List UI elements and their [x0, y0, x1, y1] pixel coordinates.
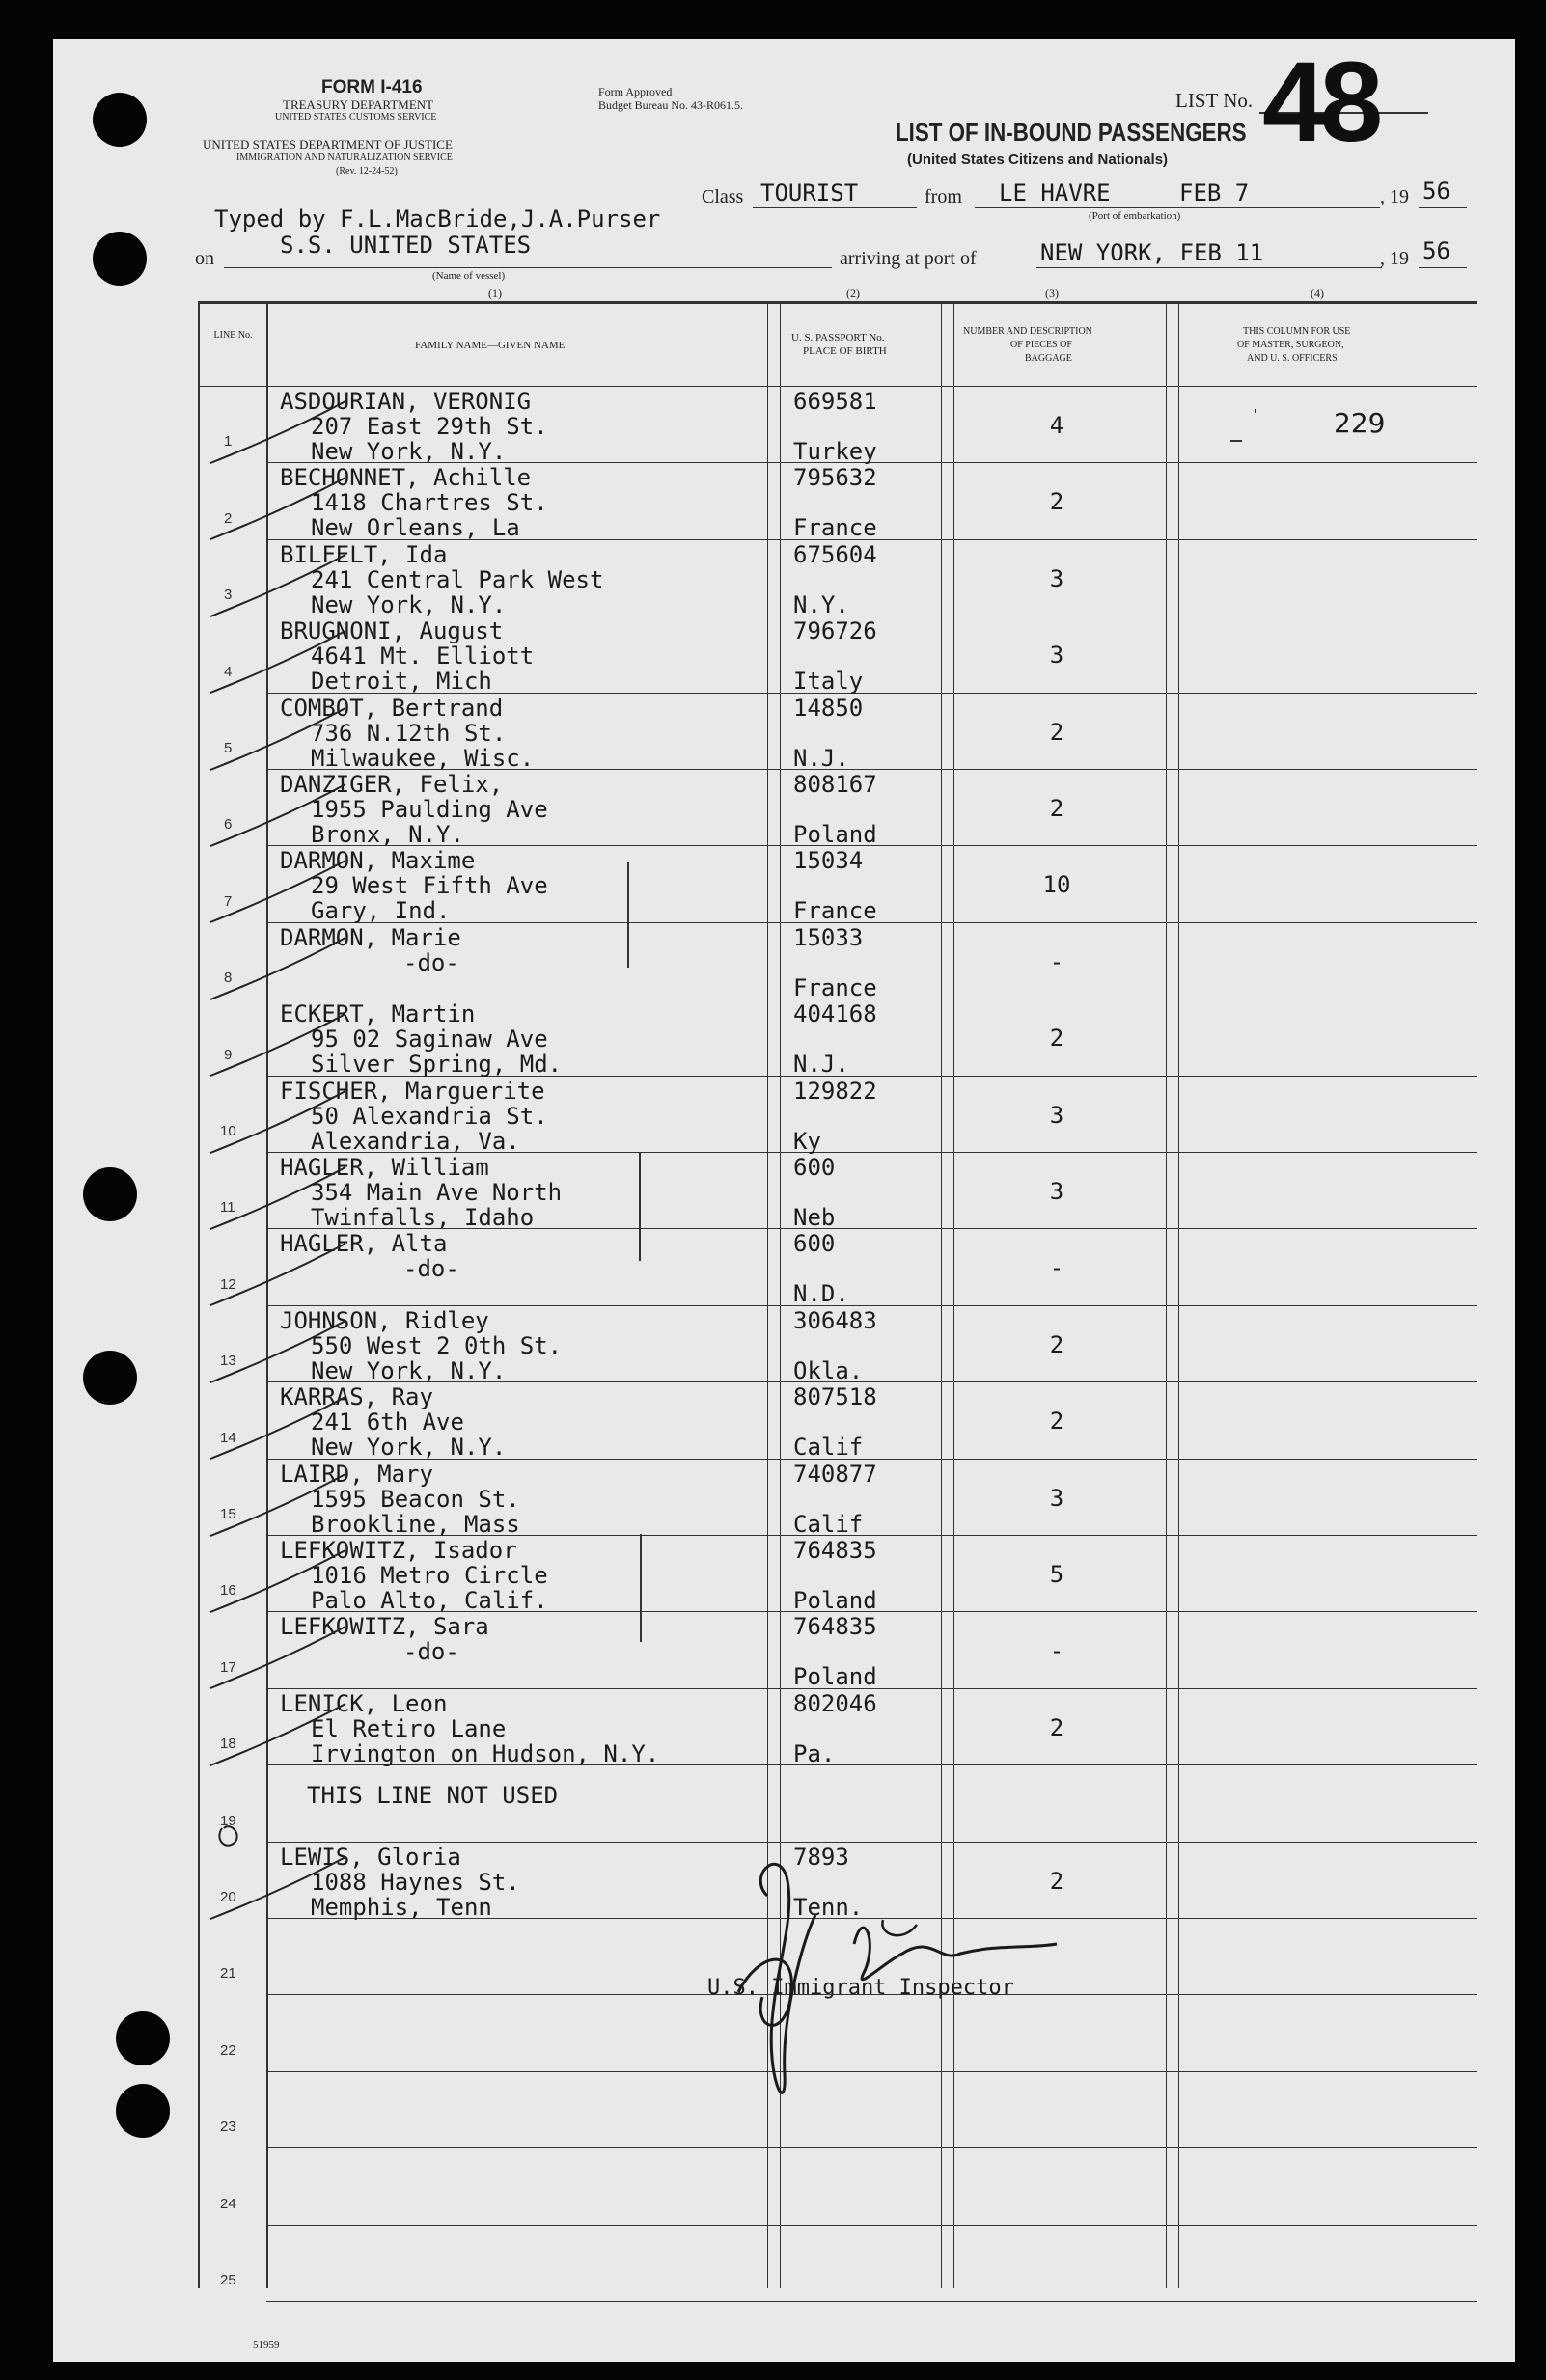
col-divider-officers [1166, 301, 1167, 2288]
class-value: TOURIST [760, 179, 859, 206]
table-left-border [198, 301, 200, 2288]
header-passport-1: U. S. PASSPORT No. [791, 332, 885, 343]
check-mark [201, 1696, 355, 1783]
passenger-street: 1955 Paulding Ave [311, 796, 548, 823]
header-passport-2: PLACE OF BIRTH [803, 345, 887, 357]
line-number: 5 [224, 740, 233, 756]
passenger-street: 241 6th Ave [311, 1409, 464, 1436]
passenger-name: JOHNSON, Ridley [280, 1306, 489, 1334]
list-number: 48 [1262, 39, 1378, 166]
place-of-birth: France [793, 514, 877, 542]
passenger-name: DANZIGER, Felix, [280, 771, 504, 798]
passport-number: 764835 [793, 1537, 877, 1564]
passenger-street: 241 Central Park West [311, 565, 604, 593]
line-number: 24 [220, 2195, 236, 2212]
passenger-street: 1418 Chartres St. [311, 489, 548, 517]
typed-by: Typed by F.L.MacBride,J.A.Purser [214, 205, 661, 233]
list-title: LIST OF IN-BOUND PASSENGERS [896, 118, 1247, 147]
line-number: 13 [220, 1353, 236, 1370]
passenger-name: LEWIS, Gloria [280, 1843, 461, 1871]
place-of-birth: N.Y. [793, 590, 849, 618]
passenger-city: New York, N.Y. [311, 438, 507, 465]
passenger-city: Detroit, Mich [311, 668, 492, 696]
passenger-city: Brookline, Mass [311, 1510, 520, 1538]
line-number: 14 [220, 1429, 236, 1446]
punch-hole [93, 93, 147, 147]
line-number: 9 [224, 1046, 233, 1063]
baggage-count: 2 [1049, 1713, 1064, 1741]
line-number: 10 [220, 1123, 236, 1139]
place-of-birth: N.J. [793, 1051, 849, 1079]
embarkation-port: LE HAVRE [999, 179, 1111, 206]
passenger-street: 29 West Fifth Ave [311, 872, 548, 900]
passport-number: 404168 [793, 1000, 877, 1028]
table-top-border [198, 301, 1477, 304]
passenger-street: 207 East 29th St. [311, 413, 548, 440]
passport-number: 15034 [793, 847, 864, 875]
vessel-label: (Name of vessel) [432, 270, 506, 282]
check-mark [201, 1849, 355, 1936]
line-number: 7 [224, 892, 233, 910]
passport-number: 600 [793, 1230, 836, 1258]
line-number: 1 [224, 433, 233, 451]
passport-number: 807518 [793, 1383, 877, 1411]
revision-date: (Rev. 12-24-52) [336, 166, 398, 177]
passenger-city: Silver Spring, Md. [311, 1051, 563, 1079]
passport-number: 669581 [793, 388, 877, 415]
line-number: 12 [220, 1275, 236, 1293]
passport-number: 740877 [793, 1460, 877, 1488]
baggage-count: 2 [1049, 795, 1064, 822]
col-num-3: (3) [1045, 287, 1059, 300]
year-line-arrival [1419, 267, 1467, 268]
passenger-street: 1595 Beacon St. [311, 1485, 520, 1513]
list-subtitle: (United States Citizens and Nationals) [907, 151, 1169, 168]
form-approved: Form Approved [598, 85, 673, 98]
passenger-name: LENICK, Leon [280, 1689, 448, 1717]
passport-number: 808167 [793, 771, 877, 798]
passenger-name: BRUGNONI, August [280, 617, 504, 645]
passenger-city: Alexandria, Va. [311, 1127, 520, 1155]
year-prefix-from: , 19 [1380, 186, 1409, 207]
line-number: 15 [220, 1506, 236, 1522]
header-baggage-3: BAGGAGE [1025, 353, 1072, 364]
passport-number: 14850 [793, 694, 864, 722]
line-number: 18 [220, 1736, 236, 1753]
line-number: 2 [224, 509, 233, 527]
header-officers-1: THIS COLUMN FOR USE [1243, 326, 1351, 337]
passenger-name: ASDOURIAN, VERONIG [280, 388, 532, 415]
line-number: 19 [220, 1812, 236, 1829]
place-of-birth: Tenn. [793, 1893, 864, 1921]
baggage-count: 2 [1049, 1408, 1064, 1436]
passport-number: 15033 [793, 923, 864, 951]
baggage-count: 2 [1049, 488, 1064, 516]
arrival-port-date: NEW YORK, FEB 11 [1040, 239, 1264, 266]
baggage-count: 3 [1049, 1178, 1064, 1205]
header-baggage-2: OF PIECES OF [1010, 340, 1072, 350]
line-number: 21 [220, 1965, 236, 1983]
passenger-name: ECKERT, Martin [280, 1000, 476, 1028]
passenger-street: -do- [403, 1255, 459, 1283]
justice-dept: UNITED STATES DEPARTMENT OF JUSTICE [203, 137, 453, 151]
passport-number: 795632 [793, 464, 877, 492]
family-bracket [627, 862, 629, 968]
baggage-count: - [1049, 947, 1064, 975]
year-line-from [1419, 207, 1467, 208]
budget-bureau: Budget Bureau No. 43-R061.5. [598, 98, 743, 112]
header-officers-2: OF MASTER, SURGEON, [1237, 340, 1344, 350]
passenger-street: 50 Alexandria St. [311, 1102, 548, 1130]
passenger-city: New York, N.Y. [311, 590, 507, 618]
baggage-count: 5 [1049, 1561, 1064, 1588]
passenger-name: HAGLER, William [280, 1154, 489, 1181]
family-bracket [640, 1534, 642, 1642]
port-embarkation-label: (Port of embarkation) [1089, 210, 1181, 222]
row-divider [266, 1305, 1477, 1306]
place-of-birth: Turkey [793, 438, 877, 465]
header-bottom-border [198, 386, 1477, 387]
line-number: 11 [220, 1199, 235, 1217]
ins-service: IMMIGRATION AND NATURALIZATION SERVICE [236, 152, 453, 163]
punch-hole [116, 2084, 170, 2138]
passenger-name: BILFELT, Ida [280, 540, 448, 568]
place-of-birth: N.J. [793, 744, 849, 772]
passenger-street: 354 Main Ave North [311, 1179, 563, 1206]
vessel-name: S.S. UNITED STATES [280, 232, 532, 259]
place-of-birth: Italy [793, 668, 864, 696]
passport-number: 129822 [793, 1077, 877, 1105]
baggage-count: - [1049, 1254, 1064, 1282]
family-bracket [639, 1153, 641, 1261]
passenger-street: 95 02 Saginaw Ave [311, 1026, 548, 1053]
departure-date: FEB 7 [1179, 179, 1250, 206]
class-line [753, 207, 917, 208]
passenger-street: 4641 Mt. Elliott [311, 643, 535, 670]
line-number: 6 [224, 816, 233, 834]
place-of-birth: N.D. [793, 1280, 849, 1308]
customs-service: UNITED STATES CUSTOMS SERVICE [275, 112, 437, 123]
line-number: 16 [220, 1582, 236, 1600]
baggage-count: 3 [1049, 1484, 1064, 1512]
line-number: 20 [220, 1889, 236, 1905]
passenger-name: DARMON, Maxime [280, 847, 476, 875]
place-of-birth: Pa. [793, 1739, 836, 1767]
baggage-count: - [1049, 1637, 1064, 1665]
place-of-birth: Calif [793, 1434, 864, 1462]
from-line [975, 207, 1380, 208]
line-number: 8 [224, 970, 233, 987]
punch-hole [83, 1351, 137, 1405]
header-baggage-1: NUMBER AND DESCRIPTION [963, 326, 1092, 337]
arriving-label: arriving at port of [840, 248, 977, 269]
baggage-count: 3 [1049, 642, 1064, 670]
list-number-label: LIST No. [1175, 89, 1254, 112]
passenger-name: FISCHER, Marguerite [280, 1077, 545, 1105]
punch-hole [93, 232, 147, 286]
passport-number: 802046 [793, 1689, 877, 1717]
passenger-name: LAIRD, Mary [280, 1460, 433, 1488]
passenger-city: Gary, Ind. [311, 897, 451, 925]
passport-number: 675604 [793, 540, 877, 568]
passport-number: 600 [793, 1154, 836, 1181]
place-of-birth: Poland [793, 821, 877, 848]
line-number: 4 [224, 663, 233, 680]
passenger-street: -do- [403, 1638, 459, 1666]
header-line-no: LINE No. [213, 330, 253, 341]
from-label: from [925, 186, 962, 207]
passenger-city: New Orleans, La [311, 514, 520, 542]
line-number: 22 [220, 2041, 236, 2059]
baggage-count: 3 [1049, 1101, 1064, 1129]
passenger-name: BECHONNET, Achille [280, 464, 532, 492]
form-code: 51959 [253, 2339, 280, 2351]
treasury-dept: TREASURY DEPARTMENT [283, 97, 434, 112]
form-number: FORM I-416 [321, 77, 423, 97]
year-arrival: 56 [1422, 237, 1450, 264]
line-number: 3 [224, 587, 233, 604]
baggage-count: 2 [1049, 718, 1064, 746]
row-divider [266, 2225, 1477, 2226]
officer-note: 229 [1334, 407, 1386, 439]
col-divider-officers-2 [1178, 301, 1179, 2288]
punch-hole [116, 2011, 170, 2065]
passport-number: 764835 [793, 1613, 877, 1641]
place-of-birth: Poland [793, 1587, 877, 1614]
col-num-1: (1) [488, 287, 502, 300]
row-divider [266, 2301, 1477, 2302]
officer-mark [1255, 409, 1256, 413]
inspector-label: U.S. Immigrant Inspector [707, 1976, 1014, 2000]
passenger-city: Bronx, N.Y. [311, 821, 464, 848]
passenger-city: Irvington on Hudson, N.Y. [311, 1739, 660, 1767]
header-officers-3: AND U. S. OFFICERS [1247, 353, 1338, 364]
place-of-birth: France [793, 973, 877, 1001]
passenger-name: KARRAS, Ray [280, 1383, 433, 1411]
passenger-city: New York, N.Y. [311, 1356, 507, 1384]
passenger-street: 550 West 2 0th St. [311, 1331, 563, 1359]
unused-line-note: THIS LINE NOT USED [307, 1782, 559, 1810]
passport-number: 796726 [793, 617, 877, 645]
passenger-street: 1016 Metro Circle [311, 1562, 548, 1589]
passenger-street: 736 N.12th St. [311, 719, 507, 747]
year-prefix-arrival: , 19 [1380, 248, 1409, 269]
class-label: Class [702, 186, 744, 207]
year-from: 56 [1422, 178, 1450, 205]
passenger-street: 1088 Haynes St. [311, 1868, 520, 1896]
passenger-name: HAGLER, Alta [280, 1230, 448, 1258]
passenger-street: -do- [403, 948, 459, 976]
baggage-count: 2 [1049, 1867, 1064, 1895]
baggage-count: 2 [1049, 1025, 1064, 1053]
place-of-birth: Calif [793, 1510, 864, 1538]
baggage-count: 3 [1049, 564, 1064, 592]
passenger-city: Milwaukee, Wisc. [311, 744, 535, 772]
place-of-birth: France [793, 897, 877, 925]
place-of-birth: Neb [793, 1204, 836, 1231]
place-of-birth: Poland [793, 1663, 877, 1691]
passenger-city: Palo Alto, Calif. [311, 1587, 548, 1614]
on-label: on [195, 248, 214, 269]
officer-mark [1230, 440, 1242, 442]
baggage-count: 2 [1049, 1330, 1064, 1358]
passenger-city: Memphis, Tenn [311, 1893, 492, 1921]
punch-hole [83, 1167, 137, 1221]
passenger-street: El Retiro Lane [311, 1714, 507, 1742]
passport-number: 7893 [793, 1843, 849, 1871]
passenger-city: Twinfalls, Idaho [311, 1204, 535, 1231]
passenger-city: New York, N.Y. [311, 1434, 507, 1462]
line-number: 25 [220, 2272, 236, 2288]
col-num-4: (4) [1311, 287, 1324, 300]
passenger-name: COMBOT, Bertrand [280, 694, 504, 722]
header-name: FAMILY NAME—GIVEN NAME [415, 340, 566, 351]
passenger-name: DARMON, Marie [280, 923, 461, 951]
place-of-birth: Okla. [793, 1356, 864, 1384]
place-of-birth: Ky [793, 1127, 821, 1155]
passport-number: 306483 [793, 1306, 877, 1334]
line-number: 23 [220, 2119, 236, 2136]
passenger-name: LEFKOWITZ, Isador [280, 1537, 517, 1564]
vessel-line [224, 267, 832, 268]
arrival-line [1036, 267, 1382, 268]
baggage-count: 10 [1042, 871, 1071, 899]
passenger-name: LEFKOWITZ, Sara [280, 1613, 489, 1641]
line-number: 17 [220, 1658, 236, 1676]
col-num-2: (2) [846, 287, 860, 300]
row-divider [266, 2147, 1477, 2148]
baggage-count: 4 [1049, 412, 1064, 439]
